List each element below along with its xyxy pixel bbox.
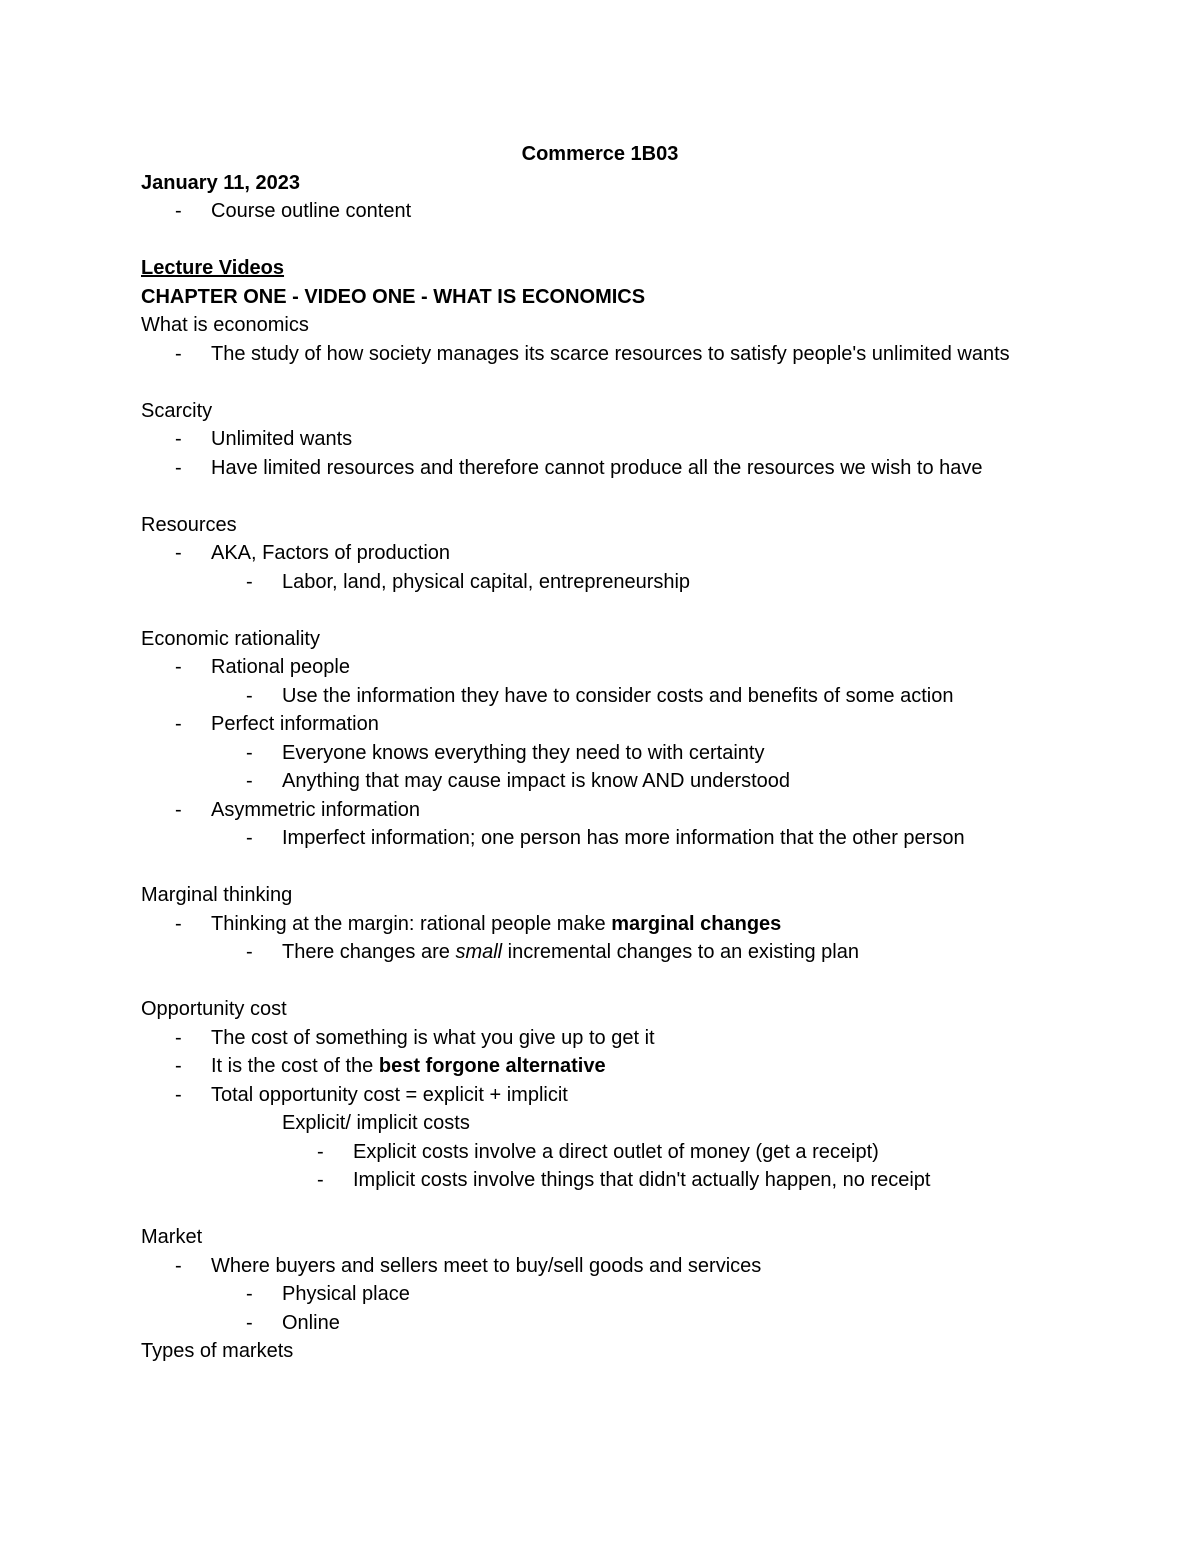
list-item-text: The cost of something is what you give up to get it [211, 1026, 655, 1049]
list-item-text: Everyone knows everything they need to with certainty [282, 741, 765, 764]
list-item [141, 910, 1061, 939]
list-item-text: The study of how society manages its scarce resources to satisfy people's unlimited wants [211, 342, 1010, 365]
italic-text: small [455, 941, 503, 963]
list-item-text: Unlimited wants [211, 428, 353, 450]
list-item [141, 1024, 1061, 1053]
list-item-text: Thinking at the margin: rational people make [211, 912, 612, 935]
list-item-text: Perfect information [211, 713, 379, 735]
list-item-text: Imperfect information; one person has more information that the other person [282, 827, 965, 849]
list-item-text: Anything that may cause impact is know AND understood [282, 770, 791, 792]
bullet-dash: - [175, 1026, 182, 1049]
sub-list-item [141, 824, 1061, 853]
list-item-text: There changes are [282, 941, 456, 963]
sub-heading-explicit-implicit: Explicit/ implicit costs [282, 1112, 470, 1134]
bullet-dash: - [175, 713, 182, 735]
list-item [141, 1252, 1061, 1281]
bullet-dash: - [246, 827, 253, 849]
section-heading-lecture-videos: Lecture Videos [141, 257, 285, 279]
list-item-text: Have limited resources and therefore cannot produce all the resources we wish to have [211, 456, 983, 479]
spacer [141, 368, 1061, 397]
bullet-dash: - [317, 1140, 324, 1163]
list-item [141, 454, 1061, 483]
spacer [141, 482, 1061, 511]
bullet-dash: - [175, 912, 182, 935]
emphasis-text: marginal changes [611, 912, 782, 935]
list-item [141, 710, 1061, 739]
sub-list-item [141, 1309, 1061, 1338]
date-heading: January 11, 2023 [141, 171, 301, 194]
list-item-text: Where buyers and sellers meet to buy/sell goods and services [211, 1254, 762, 1277]
bullet-dash: - [246, 770, 253, 792]
document-title: Commerce 1B03 [521, 143, 679, 165]
bullet-dash: - [175, 428, 182, 450]
bullet-dash: - [246, 1283, 253, 1305]
list-item-text: Physical place [282, 1283, 410, 1305]
bullet-dash: - [246, 570, 253, 593]
sub-list-item [141, 1280, 1061, 1309]
list-item [141, 796, 1061, 825]
document-body [141, 140, 1061, 1366]
topic-heading-opportunity-cost: Opportunity cost [141, 998, 287, 1020]
sub-sub-list-item [141, 1166, 1061, 1195]
sub-sub-list-item [141, 1138, 1061, 1167]
bullet-dash: - [175, 1083, 182, 1106]
list-item [141, 197, 1061, 226]
list-item [141, 539, 1061, 568]
bullet-dash: - [175, 1055, 182, 1077]
topic-heading-resources: Resources [141, 513, 237, 536]
bullet-dash: - [246, 684, 253, 707]
bullet-dash: - [175, 656, 182, 678]
spacer [141, 226, 1061, 255]
spacer [141, 853, 1061, 882]
bullet-dash: - [175, 456, 182, 479]
list-item [141, 425, 1061, 454]
list-item-text: Total opportunity cost = explicit + implicit [211, 1083, 568, 1106]
sub-list-item [141, 739, 1061, 768]
topic-heading-market: Market [141, 1226, 203, 1248]
list-item [141, 340, 1061, 369]
list-item-text: Explicit costs involve a direct outlet of money (get a receipt) [353, 1140, 879, 1163]
spacer [141, 596, 1061, 625]
topic-heading-scarcity: Scarcity [141, 399, 213, 422]
spacer [141, 1195, 1061, 1224]
topic-heading-marginal: Marginal thinking [141, 884, 293, 906]
topic-heading-rationality: Economic rationality [141, 627, 320, 650]
list-item-text: AKA, Factors of production [211, 542, 451, 564]
topic-heading-economics: What is economics [141, 314, 309, 336]
list-item-text: incremental changes to an existing plan [502, 941, 859, 963]
sub-list-item [141, 938, 1061, 967]
list-item-text: Rational people [211, 656, 350, 678]
bullet-dash: - [175, 200, 182, 222]
sub-list-item [141, 682, 1061, 711]
bullet-dash: - [175, 798, 182, 821]
sub-list-item [141, 767, 1061, 796]
bullet-dash: - [175, 542, 182, 564]
sub-list-item [141, 568, 1061, 597]
chapter-heading: CHAPTER ONE - VIDEO ONE - WHAT IS ECONOMICS [141, 285, 646, 308]
bullet-dash: - [317, 1169, 324, 1191]
list-item [141, 653, 1061, 682]
emphasis-text: best forgone alternative [378, 1055, 606, 1077]
bullet-dash: - [175, 342, 182, 365]
list-item-text: Implicit costs involve things that didn't actually happen, no receipt [353, 1169, 931, 1191]
list-item-text: Labor, land, physical capital, entrepreneurship [282, 570, 691, 593]
spacer [141, 967, 1061, 996]
topic-heading-types-of-markets: Types of markets [141, 1340, 294, 1362]
bullet-dash: - [246, 741, 253, 764]
list-item-text: It is the cost of the [211, 1055, 379, 1077]
list-item [141, 1052, 1061, 1081]
list-item [141, 1081, 1061, 1110]
list-item-text: Use the information they have to consider costs and benefits of some action [282, 684, 954, 707]
list-item-text: Course outline content [211, 200, 412, 222]
list-item-text: Asymmetric information [211, 798, 420, 821]
list-item-text: Online [282, 1311, 340, 1334]
bullet-dash: - [175, 1254, 182, 1277]
bullet-dash: - [246, 1311, 253, 1334]
bullet-dash: - [246, 941, 253, 963]
